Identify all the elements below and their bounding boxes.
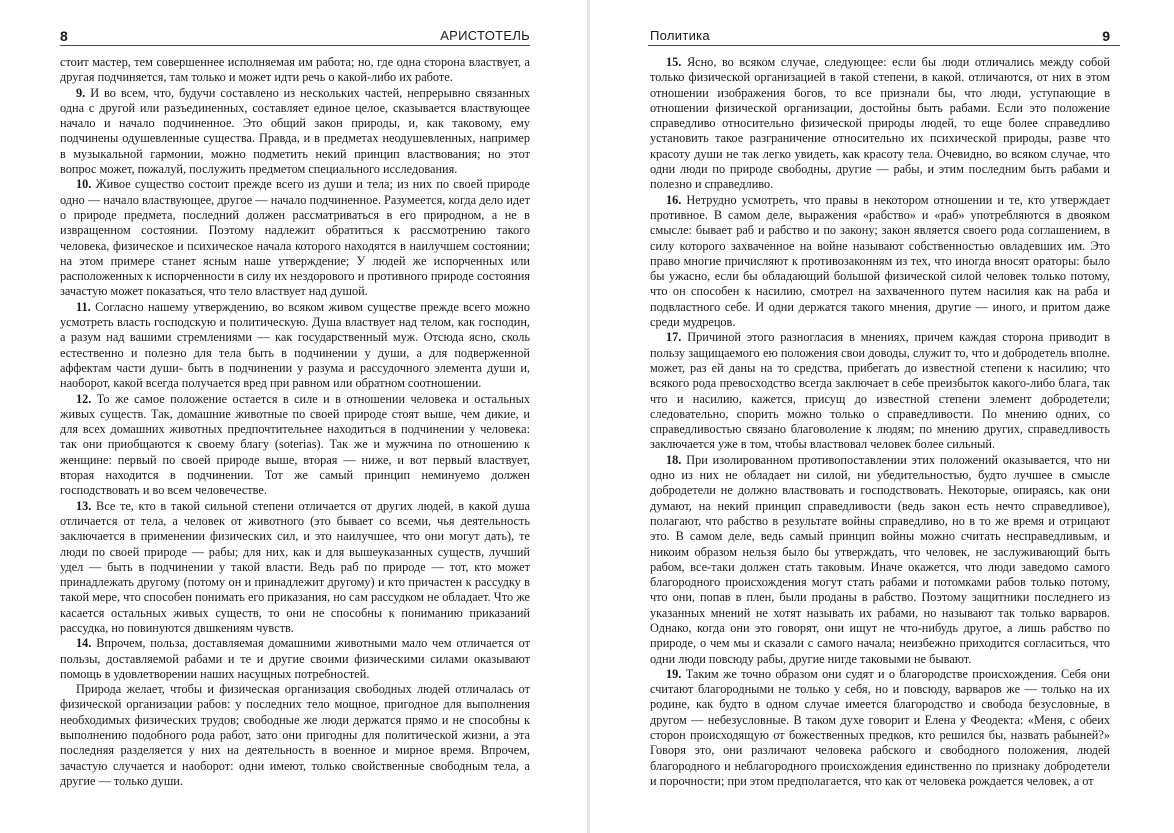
paragraph-number: 11. — [76, 299, 91, 314]
paragraph: 15. Ясно, во всяком случае, следующее: если бы люди отличались между собой только физической организацией в такой степени, в какой. отличаются, от них в этом отношении изображения богов, то все признали бы, что люди, уступающие в отношении физической организации, достойны быть рабами. Если это положение справедливо относительно физической природы людей, то еще более справедливо установить такое разграничение относительно их психической природы, разве что красоту души не так легко увидеть, как красоту тела. Очевидно, во всяком случае, что одни люди по природе свободны, другие — рабы, и этим последним быть рабами и полезно и справедливо. — [650, 55, 1110, 192]
right-page-number: 9 — [1102, 28, 1110, 44]
left-header-rule — [60, 45, 530, 46]
paragraph: 10. Живое существо состоит прежде всего из души и тела; из них по своей природе одно — начало властвующее, другое — начало подчиненное. Разумеется, когда дело идет о природе предмета, последний должен рассматриваться в его природном, а не в извращенном состоянии. Поэтому надлежит обратиться к рассмотрению такого человека, физическое и психическое начала которого находятся в наилучшем состоянии; на этом примере станет ясным наше утверждение; У людей же испорченных или расположенных к испорченности в силу их нездорового и противного природе состояния зачастую может показаться, что тело властвует над душой. — [60, 177, 530, 299]
paragraph-number: 13. — [76, 498, 92, 513]
paragraph-number: 10. — [76, 177, 92, 192]
paragraph: 11. Согласно нашему утверждению, во всяком живом существе прежде всего можно усмотреть власть господскую и политическую. Душа властвует над телом, как господин, а разум над вашими стремлениями — как государственный муж. Отсюда ясно, сколь естественно и полезно для тела быть в подчинении у души, а для подверженной аффектам части души- быть в подчинении у разума и рассудочного элемента души и, наоборот, какой всегда получается вред при равном или обратном соотношении. — [60, 299, 530, 391]
right-page-text — [650, 55, 1110, 789]
right-page — [590, 0, 1174, 833]
paragraph-number: 14. — [76, 636, 92, 651]
paragraph-number: 17. — [666, 330, 682, 345]
right-header-rule — [648, 45, 1120, 46]
paragraph: 17. Причиной этого разногласия в мнениях, причем каждая сторона приводит в пользу защищаемого ею положения свои доводы, служит то, что и добродетель вполне. может, раз ей даны на то средства, прибегать до известной степени к насилию; что всякого рода превосходство всегда заключает в себе преизбыток какого-либо блага, так что и насилию, кажется, присущ до известной степени элемент добродетели; следовательно, спорить можно только о справедливости. По мнению одних, со справедливостью связано благоволение к людям; по мнению других, справедливость заключается уже в том, чтобы властвовал человек более сильный. — [650, 330, 1110, 452]
paragraph: 14. Впрочем, польза, доставляемая домашними животными мало чем отличается от пользы, доставляемой рабами и те и другие своими физическими силами оказывают помощь в удовлетворении наших насущных потребностей. — [60, 636, 530, 681]
paragraph-number: 9. — [76, 85, 86, 100]
paragraph: 18. При изолированном противопоставлении этих положений оказывается, что ни одно из них не обладает ни силой, ни убедительностью, будто лучшее в смысле добродетели не должно властвовать и господствовать. Некоторые, опираясь, как они думают, на некий принцип справедливости (ведь закон есть нечто справедливое), полагают, что рабство в результате войны справедливо, но в то же время и отрицают это. В самом деле, ведь самый принцип войны можно считать несправедливым, и никоим образом нельзя было бы утверждать, что человек, не заслуживающий быть рабом, все-таки должен стать таковым. Иначе окажется, что люди заведомо самого благородного происхождения могут стать рабами и потомками рабов только потому, что они, попав в плен, были проданы в рабство. Поэтому защитники последнего из указанных мнений не хотят называть их рабами, но называют так только варваров. Однако, когда они это говорят, они ищут не что-нибудь другое, а лишь рабство по природе, о чем мы и сказали с самого начала; неизбежно приходится согласиться, что одни люди повсюду рабы, другие нигде таковыми не бывают. — [650, 452, 1110, 666]
paragraph-number: 16. — [666, 192, 682, 207]
paragraph-number: 18. — [666, 452, 682, 467]
left-running-title: АРИСТОТЕЛЬ — [440, 28, 530, 43]
right-page-header — [650, 28, 1110, 44]
left-page-text — [60, 55, 530, 789]
paragraph-number: 12. — [76, 391, 92, 406]
paragraph: 19. Таким же точно образом они судят и о благородстве происхождения. Себя они считают благородными не только у себя, но и повсюду, варваров же — только на их родине, как будто в одном случае имеется благородство и свобода безусловные, в другом — небезусловные. В таком духе говорит и Елена у Феодекта: «Меня, с обеих сторон происходящую от божественных предков, кто решился бы, назвать рабыней?» Говоря это, они различают человека рабского и свободного положения, людей благородного и неблагородного происхождения единственно по признаку добродетели и порочности; при этом предполагается, что как от человека рождается человек, а от — [650, 666, 1111, 788]
paragraph: стоит мастер, тем совершеннее исполняемая им работа; но, где одна сторона властвует, а другая подчиняется, там только и может идти речь о какой-либо их работе. — [60, 55, 530, 85]
right-running-title: Политика — [650, 28, 710, 43]
paragraph: 12. То же самое положение остается в силе и в отношении человека и остальных живых существ. Так, домашние животные по своей природе стоят выше, чем дикие, и для всех домашних животных предпочтительнее находиться в подчинении у человека: так они приобщаются к своему благу (soterias). Так же и мужчина по отношению к женщине: первый по своей природе выше, вторая — ниже, и вот первый властвует, вторая находится в подчинении. Тот же самый принцип неминуемо должен господствовать и во всем человечестве. — [60, 391, 530, 498]
paragraph: 13. Все те, кто в такой сильной степени отличается от других людей, в какой душа отличается от тела, а человек от животного (это бывает со всеми, чья деятельность заключается в применении физических сил, и это наилучшее, что они могут дать), те люди по своей природе — рабы; для них, как и для вышеуказанных существ, лучший удел — быть в подчинении у такой власти. Ведь раб по природе — тот, кто может принадлежать другому (потому он и принадлежит другому) и кто причастен к рассудку в такой мере, что способен понимать его приказания, но сам рассудком не обладает. Что же касается остальных живых существ, то они не способны к пониманию приказаний рассудка, но повинуются двшкениям чувств. — [60, 498, 531, 635]
paragraph-number: 15. — [666, 55, 682, 69]
paragraph-number: 19. — [666, 666, 682, 681]
left-page-header — [60, 28, 530, 44]
left-page-number: 8 — [60, 28, 68, 44]
paragraph: Природа желает, чтобы и физическая организация свободных людей отличалась от физической организации рабов: у последних тело мощное, пригодное для выполнения необходимых физических трудов; свободные же люди держатся прямо и не способны к выполнению подобного рода работ, зато они пригодны для политической жизни, а эта последняя разделяется у них на деятельность в военное и мирное время. Впрочем, зачастую случается и наоборот: одни имеют, только свойственные свободным тела, а другие — только души. — [60, 682, 530, 788]
paragraph: 16. Нетрудно усмотреть, что правы в некотором отношении и те, кто утверждает противное. В самом деле, выражения «рабство» и «раб» употребляются в двояком смысле: бывает раб и рабство и по закону; закон является своего рода соглашением, в силу которого захваченное на войне называют собственностью овладевших им. Это право многие причисляют к противозаконням из тех, что иногда вносят ораторы: было бы ужасно, если бы обладающий большой физической силой человек только потому, что он способен к насилию, смотрел на захваченного путем насилия как на раба и подвластного себе. И одни держатся такого мнения, другие — иного, и притом даже среди мудрецов. — [650, 192, 1110, 330]
paragraph: 9. И во всем, что, будучи составлено из нескольких частей, непрерывно связанных одна с другой или разъединенных, составляет единое целое, сказывается властвующее начало и начало подчиненное. Это общий закон природы, и, как таковому, ему подчинены одушевленные существа. Правда, и в предметах неодушевленных, например в музыкальной гармонии, можно подметить некий принцип властвования; но этот вопрос может, пожалуй, послужить предметом специального исследования. — [60, 85, 530, 177]
